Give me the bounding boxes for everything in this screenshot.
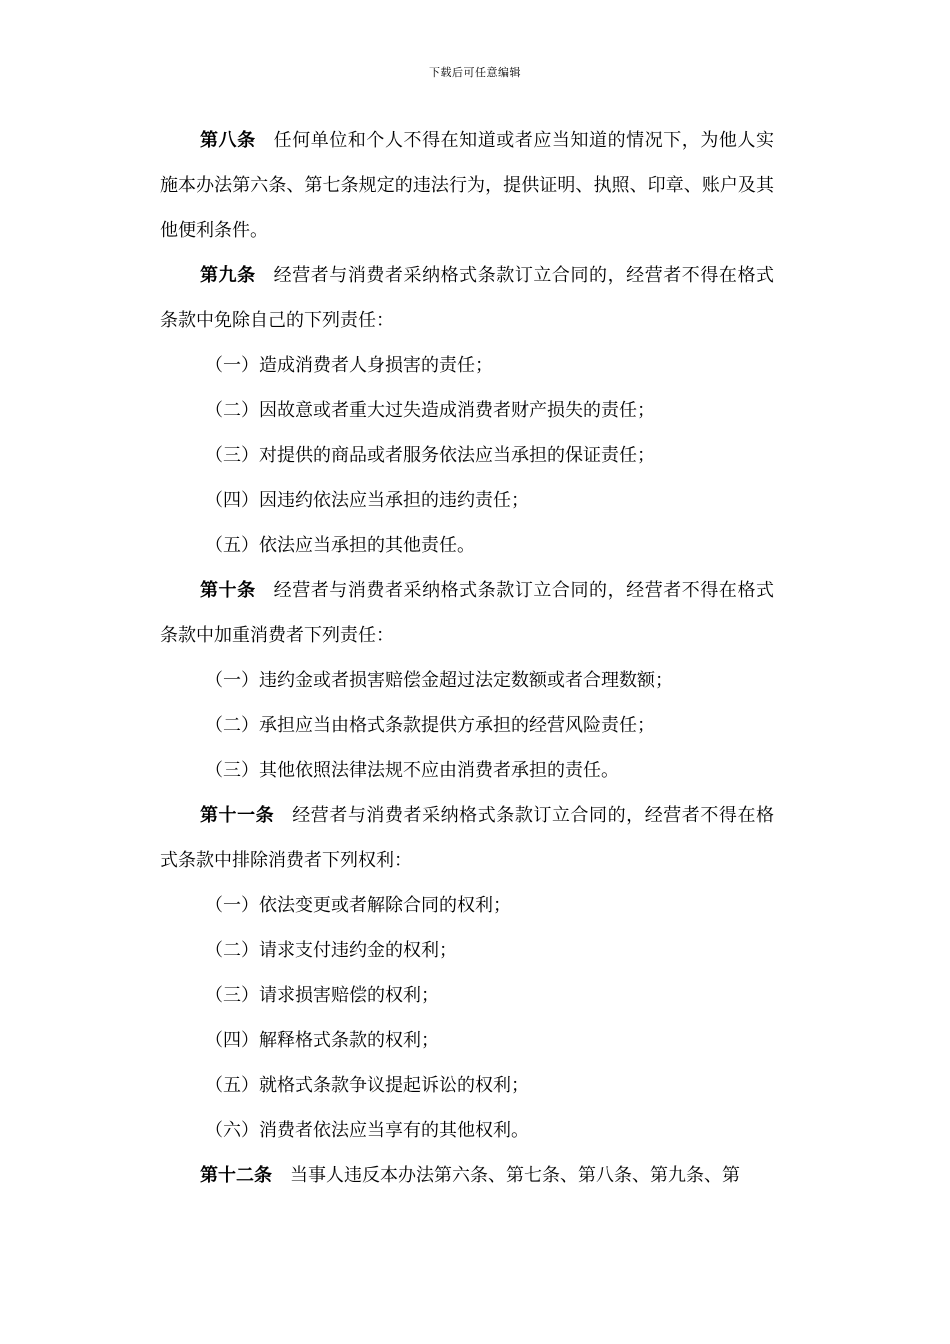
list-item: （三）对提供的商品或者服务依法应当承担的保证责任； (205, 445, 655, 466)
list-item: （一）违约金或者损害赔偿金超过法定数额或者合理数额； (205, 670, 673, 691)
list-item: （一）依法变更或者解除合同的权利； (205, 895, 511, 916)
list-item: （二）承担应当由格式条款提供方承担的经营风险责任； (205, 715, 655, 736)
document-body (160, 118, 774, 1198)
article-label: 第八条 (200, 130, 256, 151)
list-item: （四）因违约依法应当承担的违约责任； (205, 490, 529, 511)
article-9 (160, 253, 774, 343)
list-item: （一）造成消费者人身损害的责任； (205, 355, 493, 376)
article-text: 任何单位和个人不得在知道或者应当知道的情况下，为他人实施本办法第六条、第七条规定的违法行为，提供证明、执照、印章、账户及其他便利条件。 (160, 130, 774, 241)
article-text: 经营者与消费者采纳格式条款订立合同的，经营者不得在格式条款中加重消费者下列责任： (160, 580, 774, 646)
list-item: （三）其他依照法律法规不应由消费者承担的责任。 (205, 760, 619, 781)
article-text: 经营者与消费者采纳格式条款订立合同的，经营者不得在格式条款中免除自己的下列责任： (160, 265, 774, 331)
article-label: 第九条 (200, 265, 256, 286)
list-item: （二）请求支付违约金的权利； (205, 940, 457, 961)
article-label: 第十二条 (200, 1165, 272, 1186)
page-header: 下载后可任意编辑 (429, 66, 521, 79)
article-text: 当事人违反本办法第六条、第七条、第八条、第九条、第 (290, 1165, 740, 1186)
list-item: （五）依法应当承担的其他责任。 (205, 535, 475, 556)
article-11 (160, 793, 774, 883)
article-8 (160, 118, 774, 253)
article-label: 第十一条 (200, 805, 275, 826)
article-label: 第十条 (200, 580, 256, 601)
list-item: （二）因故意或者重大过失造成消费者财产损失的责任； (205, 400, 655, 421)
article-12 (160, 1153, 774, 1198)
list-item: （四）解释格式条款的权利； (205, 1030, 439, 1051)
article-10 (160, 568, 774, 658)
list-item: （五）就格式条款争议提起诉讼的权利； (205, 1075, 529, 1096)
list-item: （三）请求损害赔偿的权利； (205, 985, 439, 1006)
list-item: （六）消费者依法应当享有的其他权利。 (205, 1120, 529, 1141)
article-text: 经营者与消费者采纳格式条款订立合同的，经营者不得在格式条款中排除消费者下列权利： (160, 805, 775, 871)
